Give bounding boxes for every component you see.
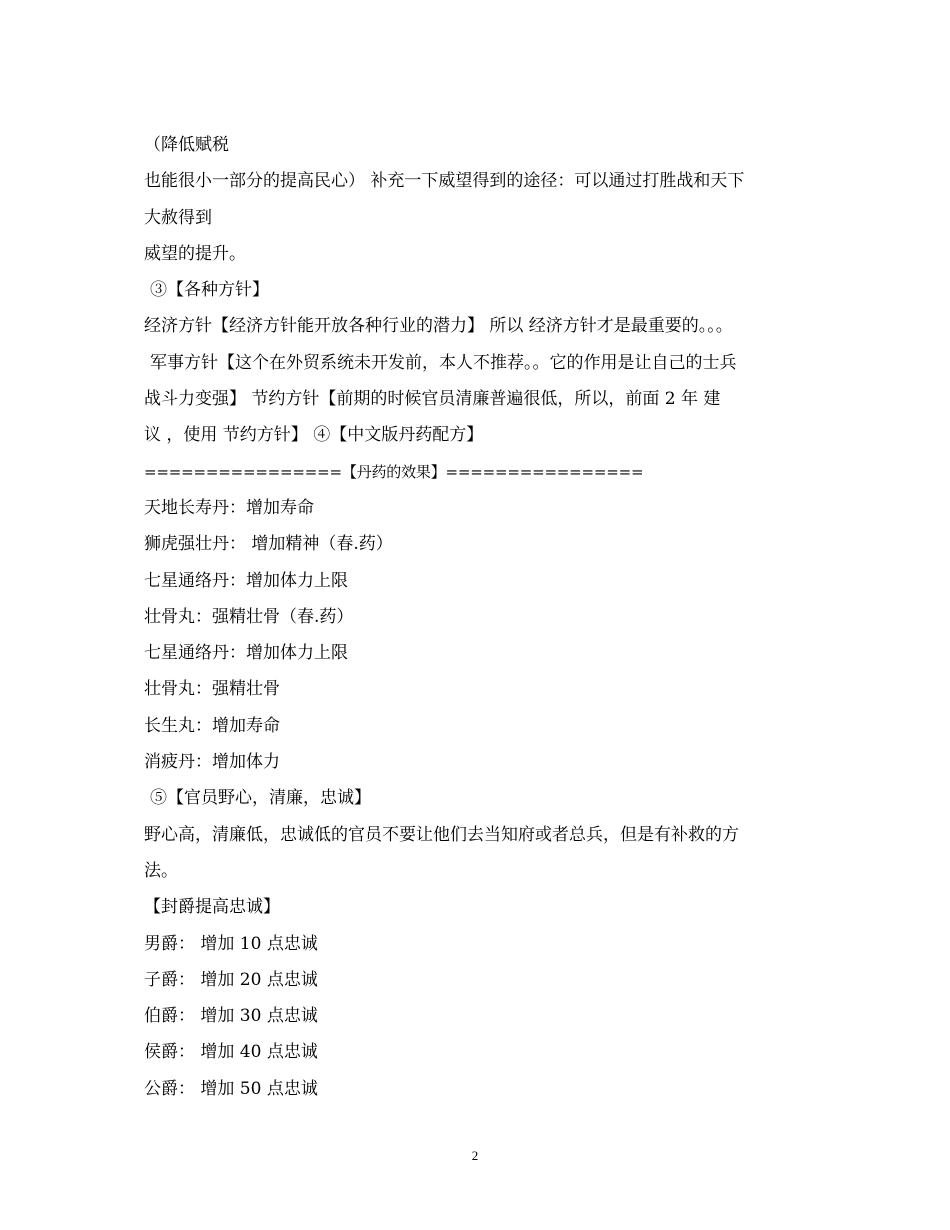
list-item: 子爵： 增加 20 点忠诚 (144, 969, 318, 990)
text-line: 军事方针【这个在外贸系统未开发前，本人不推荐。。它的作用是让自己的士兵 (150, 352, 737, 373)
list-item: 男爵： 增加 10 点忠诚 (144, 933, 318, 954)
text-line: 威望的提升。 (144, 243, 246, 264)
list-item: 伯爵： 增加 30 点忠诚 (144, 1006, 318, 1027)
text-line: 议 ，使用 节约方针】 ④【中文版丹药配方】 (144, 425, 484, 446)
text-line: 法。 (144, 860, 178, 881)
list-item: 壮骨丸：强精壮骨 (144, 679, 280, 700)
list-item: 壮骨丸：强精壮骨（春.药） (144, 606, 354, 627)
text-line: 大赦得到 (144, 207, 212, 228)
list-item: 消疲丹：增加体力 (144, 752, 280, 773)
document-body (144, 127, 814, 1107)
list-item: 狮虎强壮丹： 增加精神（春.药） (144, 534, 393, 555)
section-heading: ③【各种方针】 (150, 280, 269, 301)
list-item: 公爵： 增加 50 点忠诚 (144, 1078, 318, 1099)
list-item: 长生丸：增加寿命 (144, 715, 280, 736)
list-item: 天地长寿丹：增加寿命 (144, 497, 314, 518)
text-line: 也能很小一部分的提高民心） 补充一下威望得到的途径：可以通过打胜战和天下 (144, 171, 745, 192)
page-number: 2 (471, 1148, 479, 1163)
text-line: （降低赋税 (144, 135, 229, 155)
text-line: 战斗力变强】 节约方针【前期的时候官员清廉普遍很低，所以，前面 2 年 建 (144, 389, 721, 410)
list-item: 侯爵： 增加 40 点忠诚 (144, 1042, 318, 1063)
text-line: 经济方针【经济方针能开放各种行业的潜力】 所以 经济方针才是最重要的。。。 (144, 316, 733, 337)
section-divider: ================【丹药的效果】================ (144, 462, 644, 481)
section-heading: ⑤【官员野心，清廉，忠诚】 (150, 788, 371, 809)
list-item: 七星通络丹：增加体力上限 (144, 570, 348, 591)
subsection-heading: 【封爵提高忠诚】 (144, 897, 280, 918)
text-line: 野心高，清廉低，忠诚低的官员不要让他们去当知府或者总兵，但是有补救的方 (144, 824, 739, 845)
list-item: 七星通络丹：增加体力上限 (144, 643, 348, 664)
